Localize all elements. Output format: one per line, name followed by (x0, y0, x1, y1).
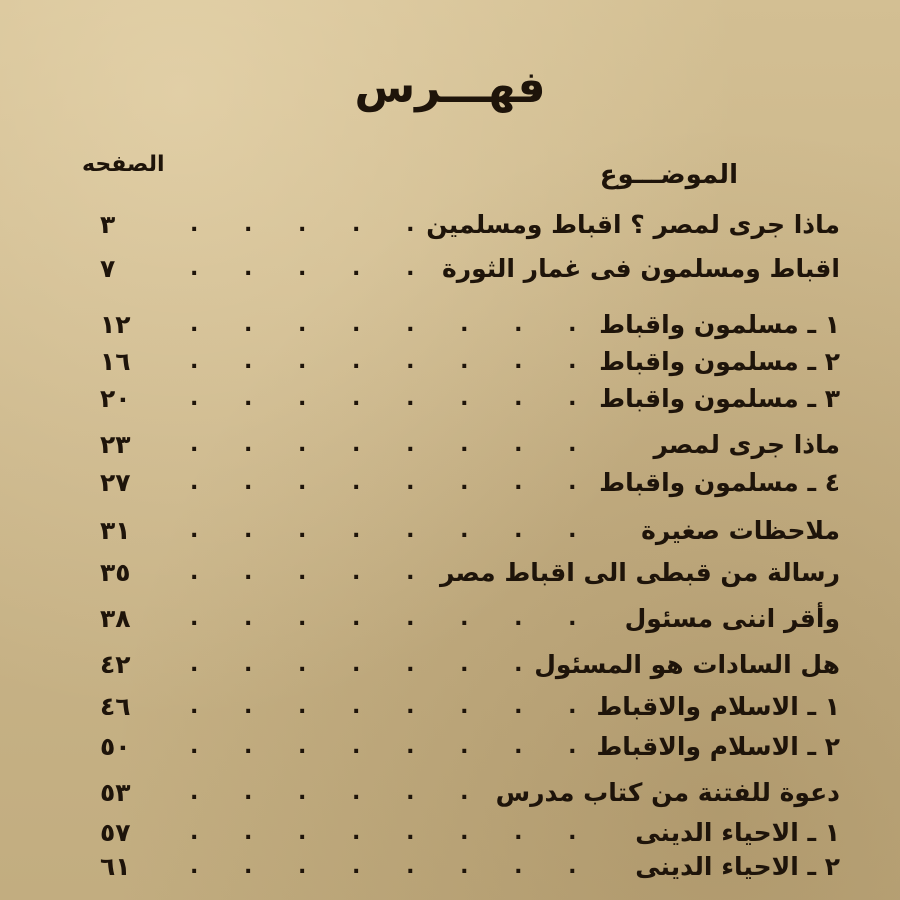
toc-entry-title: ملاحظات صغيرة (641, 516, 840, 545)
toc-entry-leader-dots: . . . . . . . . (190, 518, 577, 543)
toc-entry-leader-dots: . . . . . (190, 256, 415, 281)
toc-entry (100, 208, 840, 248)
toc-entry (100, 514, 840, 554)
toc-entry-leader-dots: . . . . . . . . (190, 694, 577, 719)
toc-entry-page-number: ٦١ (100, 852, 131, 881)
toc-entry-title: ٣ ـ مسلمون واقباط (599, 384, 840, 413)
toc-entry-title: رسالة من قبطى الى اقباط مصر (439, 558, 840, 587)
toc-entry-page-number: ٧ (100, 254, 116, 283)
toc-entry (100, 730, 840, 770)
toc-entry-title: ٤ ـ مسلمون واقباط (599, 468, 840, 497)
toc-entry (100, 308, 840, 348)
toc-entry-page-number: ١٦ (100, 347, 131, 376)
toc-entry-page-number: ٥٠ (100, 732, 131, 761)
toc-entry (100, 428, 840, 468)
toc-entry-title: ماذا جرى لمصر (653, 430, 840, 459)
toc-entry-leader-dots: . . . . . . (190, 212, 469, 237)
toc-entry-title: اقباط ومسلمون فى غمار الثورة (441, 254, 840, 283)
toc-entry-page-number: ٣ (100, 210, 116, 239)
toc-entry (100, 776, 840, 816)
toc-entry-title: ١ ـ مسلمون واقباط (599, 310, 840, 339)
toc-entry (100, 690, 840, 730)
toc-entry-title: ٢ ـ مسلمون واقباط (599, 347, 840, 376)
toc-entry-leader-dots: . . . . . . (190, 780, 469, 805)
toc-entry (100, 382, 840, 422)
toc-entry-page-number: ٣٨ (100, 604, 131, 633)
topic-column-header: الموضـــوع (599, 160, 738, 190)
toc-entry-page-number: ٤٦ (100, 692, 131, 721)
toc-entry-title: هل السادات هو المسئول (534, 650, 840, 679)
toc-entry (100, 345, 840, 385)
toc-entry-leader-dots: . . . . . . . . (190, 606, 577, 631)
toc-entry-title: ماذا جرى لمصر ؟ اقباط ومسلمين (426, 210, 840, 239)
toc-entry-page-number: ٢٣ (100, 430, 131, 459)
toc-entry-leader-dots: . . . . . (190, 560, 415, 585)
toc-entry-leader-dots: . . . . . . . . (190, 734, 577, 759)
toc-entry-leader-dots: . . . . . . . . (190, 349, 577, 374)
toc-entry-page-number: ٣٥ (100, 558, 131, 587)
toc-entry (100, 602, 840, 642)
table-of-contents (100, 200, 840, 890)
page-column-header: الصفحه (82, 152, 165, 177)
toc-entry-leader-dots: . . . . . . . . (190, 854, 577, 879)
toc-entry-page-number: ٢٠ (100, 384, 131, 413)
toc-entry-title: ٢ ـ الاحياء الدينى (635, 852, 840, 881)
toc-entry-title: ١ ـ الاحياء الدينى (635, 818, 840, 847)
toc-entry (100, 648, 840, 688)
toc-entry-title: دعوة للفتنة من كتاب مدرس (495, 778, 840, 807)
toc-entry-title: ٢ ـ الاسلام والاقباط (596, 732, 840, 761)
toc-entry-leader-dots: . . . . . . . . (190, 820, 577, 845)
toc-entry-page-number: ٣١ (100, 516, 131, 545)
toc-entry-page-number: ٥٧ (100, 818, 131, 847)
toc-entry-page-number: ٥٣ (100, 778, 131, 807)
toc-entry-leader-dots: . . . . . . . . (190, 386, 577, 411)
toc-entry (100, 556, 840, 596)
toc-entry (100, 850, 840, 890)
toc-entry-leader-dots: . . . . . . . . (190, 470, 577, 495)
toc-entry (100, 252, 840, 292)
toc-entry-page-number: ١٢ (100, 310, 131, 339)
toc-entry-title: وأقر اننى مسئول (624, 604, 840, 633)
toc-entry-leader-dots: . . . . . . . (190, 652, 523, 677)
toc-entry-page-number: ٢٧ (100, 468, 131, 497)
toc-entry-leader-dots: . . . . . . . . (190, 432, 577, 457)
toc-entry (100, 466, 840, 506)
page-title: فهـــرس (354, 62, 546, 113)
toc-entry-page-number: ٤٢ (100, 650, 131, 679)
toc-entry-leader-dots: . . . . . . . . (190, 312, 577, 337)
toc-entry-title: ١ ـ الاسلام والاقباط (596, 692, 840, 721)
